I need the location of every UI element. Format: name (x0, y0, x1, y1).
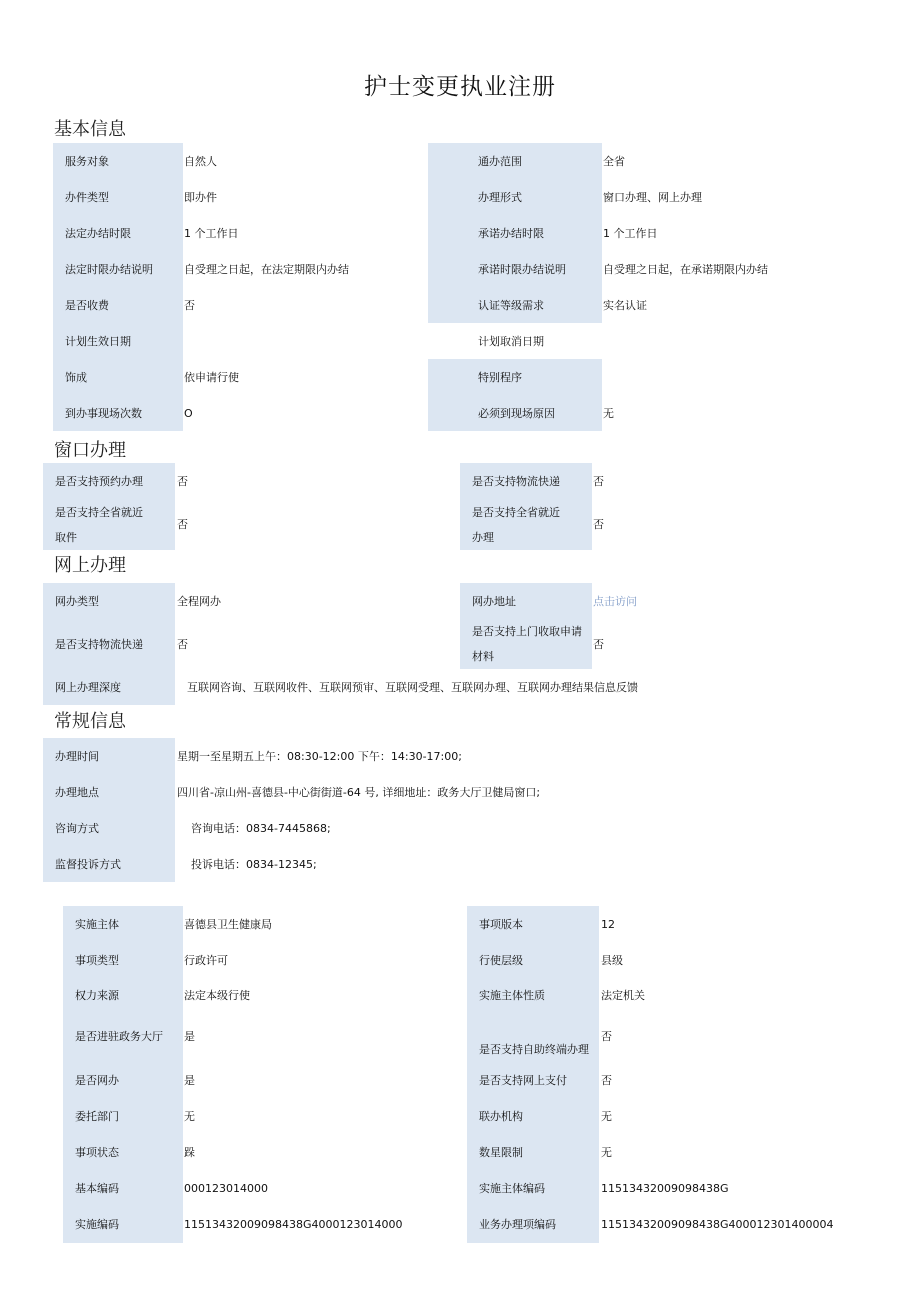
label-impl-code: 实施编码 (63, 1206, 183, 1243)
value-online-express: 否 (177, 637, 188, 651)
online-address-link[interactable]: 点击访问 (593, 594, 637, 608)
value-impl-subject: 喜德县卫生健康局 (184, 917, 272, 931)
label-online-express: 是否支持物流快递 (43, 619, 175, 669)
label-in-hall: 是否进驻政务大厅 (63, 1012, 183, 1062)
label-basic-code: 基本编码 (63, 1170, 183, 1206)
label-nearby-handle (460, 499, 592, 550)
label-exercise-level: 行使层级 (467, 942, 599, 978)
label-door-pickup-line2: 材料 (472, 650, 494, 663)
value-exercise-mode: 依申请行使 (184, 370, 239, 384)
label-online-handle: 是否网办 (63, 1062, 183, 1098)
label-legal-limit-note: 法定时限办结说明 (53, 251, 183, 287)
value-exercise-level: 县级 (601, 953, 623, 967)
label-online-payment: 是否支持网上支付 (467, 1062, 599, 1098)
section-regular-info: 常规信息 (54, 711, 126, 732)
label-planned-cancel-date: 计划取消日期 (478, 334, 544, 348)
value-item-status: 跺 (184, 1145, 195, 1159)
value-online-payment: 否 (601, 1073, 612, 1087)
value-nearby-handle: 否 (593, 518, 604, 531)
label-window-express: 是否支持物流快递 (460, 463, 592, 499)
value-case-type: 即办件 (184, 190, 217, 204)
value-in-hall: 是 (184, 1030, 195, 1043)
label-office-location: 办理地点 (43, 774, 175, 810)
value-online-depth: 互联网咨询、互联网收件、互联网预审、互联网受理、互联网办理、互联网办理结果信息反馈 (187, 680, 638, 694)
label-self-service: 是否支持自助终端办理 (467, 1012, 599, 1062)
label-subject-nature: 实施主体性质 (467, 978, 599, 1012)
value-appointment: 否 (177, 474, 188, 488)
label-item-version: 事项版本 (467, 906, 599, 942)
label-promised-time-limit: 承诺办结时限 (428, 215, 602, 251)
value-consultation: 咨询电话：0834-7445868; (191, 821, 331, 835)
label-case-type: 办件类型 (53, 179, 183, 215)
value-self-service: 否 (601, 1030, 612, 1043)
label-exercise-mode: 饰成 (53, 359, 183, 395)
label-onsite-reason: 必须到现场原因 (428, 395, 602, 431)
label-power-source: 权力来源 (63, 978, 183, 1012)
label-item-type: 事项类型 (63, 942, 183, 978)
value-onsite-visits: O (184, 406, 193, 420)
label-subject-code: 实施主体编码 (467, 1170, 599, 1206)
section-window-handling: 窗口办理 (54, 440, 126, 461)
value-business-code: 11513432009098438G400012301400004 (601, 1218, 834, 1231)
value-basic-code: 000123014000 (184, 1181, 268, 1195)
label-appointment: 是否支持预约办理 (43, 463, 175, 499)
value-subject-code: 11513432009098438G (601, 1181, 729, 1195)
label-complaint: 监督投诉方式 (43, 846, 175, 882)
value-legal-limit-note: 自受理之日起，在法定期限内办结 (184, 262, 349, 276)
value-complaint: 投诉电话：0834-12345; (191, 857, 317, 871)
page-title: 护士变更执业注册 (364, 74, 556, 100)
value-onsite-reason: 无 (603, 406, 614, 420)
label-business-code: 业务办理项编码 (467, 1206, 599, 1243)
label-door-pickup-line1: 是否支持上门收取申请 (472, 625, 582, 638)
value-legal-time-limit: 1 个工作日 (184, 226, 239, 240)
label-handling-form: 办理形式 (428, 179, 602, 215)
value-nearby-receive: 否 (177, 518, 188, 531)
value-window-express: 否 (593, 474, 604, 488)
label-entrusted-dept: 委托部门 (63, 1098, 183, 1134)
label-office-hours: 办理时间 (43, 738, 175, 774)
label-promised-limit-note: 承诺时限办结说明 (428, 251, 602, 287)
value-service-object: 自然人 (184, 154, 217, 168)
label-online-type: 网办类型 (43, 583, 175, 619)
label-nearby-handle-line1: 是否支持全省就近 (472, 505, 560, 519)
label-joint-agency: 联办机构 (467, 1098, 599, 1134)
value-promised-time-limit: 1 个工作日 (603, 226, 658, 240)
label-item-status: 事项状态 (63, 1134, 183, 1170)
label-legal-time-limit: 法定办结时限 (53, 215, 183, 251)
value-joint-agency: 无 (601, 1109, 612, 1123)
value-online-handle: 是 (184, 1073, 195, 1087)
value-fee: 否 (184, 298, 195, 312)
label-service-object: 服务对象 (53, 143, 183, 179)
value-impl-code: 11513432009098438G4000123014000 (184, 1218, 403, 1231)
value-power-source: 法定本级行使 (184, 988, 250, 1002)
value-service-range: 全省 (603, 154, 625, 168)
value-door-pickup: 否 (593, 637, 604, 651)
label-online-depth: 网上办理深度 (43, 669, 175, 705)
label-nearby-handle-line2: 办理 (472, 530, 494, 544)
label-nearby-receive-line2: 取件 (55, 530, 77, 544)
value-handling-form: 窗口办理、网上办理 (603, 190, 702, 204)
section-online-handling: 网上办理 (54, 555, 126, 576)
value-promised-limit-note: 自受理之日起，在承诺期限内办结 (603, 262, 768, 276)
value-entrusted-dept: 无 (184, 1109, 195, 1123)
value-online-type: 全程网办 (177, 594, 221, 608)
label-nearby-receive (43, 499, 175, 550)
value-office-location: 四川省-凉山州-喜德县-中心街街道-64 号, 详细地址：政务大厅卫健局窗口; (177, 785, 541, 799)
label-nearby-receive-line1: 是否支持全省就近 (55, 505, 143, 519)
label-special-procedure: 特别程序 (428, 359, 602, 395)
label-fee: 是否收费 (53, 287, 183, 323)
label-auth-level: 认证等级需求 (428, 287, 602, 323)
label-door-pickup (460, 619, 592, 669)
section-basic-info: 基本信息 (54, 119, 126, 140)
value-office-hours: 星期一至星期五上午：08:30-12:00 下午：14:30-17:00; (177, 749, 462, 763)
value-item-version: 12 (601, 917, 615, 931)
label-consultation: 咨询方式 (43, 810, 175, 846)
label-planned-effective-date: 计划生效日期 (53, 323, 183, 359)
value-quantity-limit: 无 (601, 1145, 612, 1159)
value-item-type: 行政许可 (184, 953, 228, 967)
label-quantity-limit: 数星限制 (467, 1134, 599, 1170)
label-service-range: 通办范围 (428, 143, 602, 179)
label-onsite-visits: 到办事现场次数 (53, 395, 183, 431)
label-online-address: 网办地址 (460, 583, 592, 619)
value-auth-level: 实名认证 (603, 298, 647, 312)
label-impl-subject: 实施主体 (63, 906, 183, 942)
value-subject-nature: 法定机关 (601, 988, 645, 1002)
